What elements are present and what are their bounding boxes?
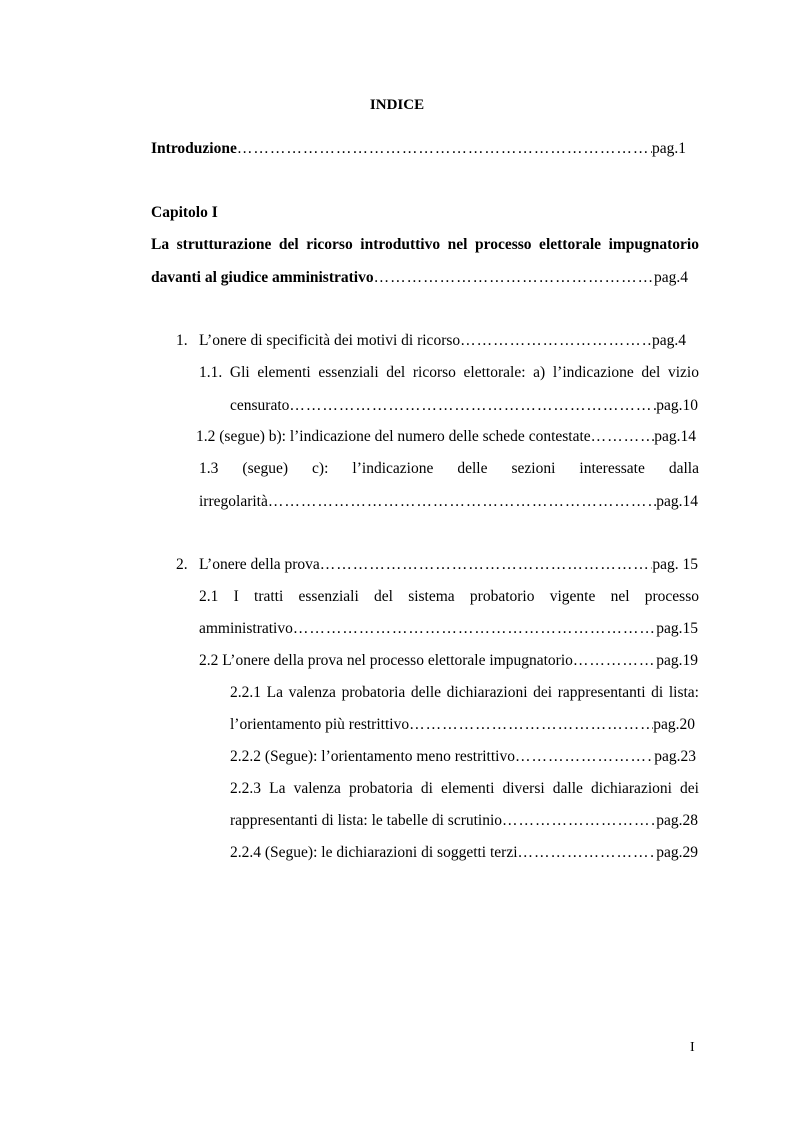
toc-entry-2-2-2[interactable] bbox=[230, 747, 696, 767]
toc-entry-label: 2.2.4 (Segue): le dichiarazioni di soggetti terzi bbox=[230, 844, 518, 861]
toc-entry-2-2-4[interactable] bbox=[230, 843, 698, 863]
toc-page-ref: pag.10 bbox=[656, 397, 698, 414]
section-number: 1. bbox=[176, 332, 188, 349]
toc-entry-2-2-1[interactable] bbox=[230, 715, 695, 735]
dot-leader bbox=[515, 747, 654, 767]
toc-entry-label: 2.2 L’onere della prova nel processo elettorale impugnatorio bbox=[199, 652, 573, 669]
toc-entry-2-1-line1: 2.1 I tratti essenziali del sistema probatorio vigente nel processo bbox=[199, 588, 699, 605]
toc-entry-label: L’onere della prova bbox=[199, 556, 320, 573]
toc-page-ref: pag.20 bbox=[653, 716, 695, 733]
toc-page-ref: pag.29 bbox=[656, 844, 698, 861]
dot-leader bbox=[460, 331, 652, 351]
toc-entry-label: amministrativo bbox=[199, 620, 293, 637]
toc-page-ref: pag.19 bbox=[656, 652, 698, 669]
toc-entry-1-1[interactable] bbox=[230, 396, 698, 416]
toc-entry-2-2-3-line1: 2.2.3 La valenza probatoria di elementi diversi dalle dichiarazioni dei bbox=[230, 780, 699, 797]
toc-page-ref: pag.1 bbox=[651, 140, 686, 157]
toc-page-ref: pag.4 bbox=[651, 332, 686, 349]
toc-entry-section-2[interactable] bbox=[199, 555, 698, 575]
dot-leader bbox=[591, 427, 655, 447]
toc-entry-introduzione[interactable] bbox=[151, 139, 686, 159]
dot-leader bbox=[293, 619, 656, 639]
chapter-label: Capitolo I bbox=[151, 204, 218, 221]
dot-leader bbox=[237, 139, 652, 159]
toc-entry-1-1-line1: 1.1. Gli elementi essenziali del ricorso elettorale: a) l’indicazione del vizio bbox=[199, 364, 699, 381]
toc-page-ref: pag. 15 bbox=[652, 556, 698, 573]
toc-entry-label: rappresentanti di lista: le tabelle di scrutinio bbox=[230, 812, 503, 829]
dot-leader bbox=[409, 715, 653, 735]
dot-leader bbox=[573, 651, 656, 671]
toc-page-ref: pag.14 bbox=[654, 428, 696, 445]
toc-entry-2-2[interactable] bbox=[199, 651, 698, 671]
dot-leader bbox=[320, 555, 653, 575]
dot-leader bbox=[502, 811, 656, 831]
toc-entry-2-2-1-line1: 2.2.1 La valenza probatoria delle dichiarazioni dei rappresentanti di lista: bbox=[230, 684, 699, 701]
section-number: 2. bbox=[176, 556, 188, 573]
toc-entry-1-2[interactable] bbox=[196, 427, 696, 447]
toc-entry-label: irregolarità bbox=[199, 493, 268, 510]
toc-page-ref: pag.28 bbox=[656, 812, 698, 829]
toc-entry-2-2-3[interactable] bbox=[230, 811, 698, 831]
page-number: I bbox=[690, 1040, 695, 1055]
toc-entry-label: 2.2.2 (Segue): l’orientamento meno restrittivo bbox=[230, 748, 515, 765]
toc-entry-1-3-line1: 1.3 (segue) c): l’indicazione delle sezioni interessate dalla bbox=[199, 460, 699, 477]
toc-page-ref: pag.4 bbox=[653, 269, 688, 286]
page-title: INDICE bbox=[369, 97, 425, 113]
toc-entry-label: censurato bbox=[230, 397, 290, 414]
dot-leader bbox=[289, 396, 656, 416]
toc-entry-section-1[interactable] bbox=[199, 331, 686, 351]
toc-entry-chapter1[interactable] bbox=[151, 268, 688, 288]
dot-leader bbox=[374, 268, 654, 288]
toc-page-ref: pag.23 bbox=[654, 748, 696, 765]
dot-leader bbox=[268, 492, 656, 512]
dot-leader bbox=[518, 843, 657, 863]
chapter-title-line1: La strutturazione del ricorso introduttivo nel processo elettorale impugnatorio bbox=[151, 236, 699, 253]
toc-page-ref: pag.14 bbox=[656, 493, 698, 510]
toc-entry-2-1[interactable] bbox=[199, 619, 698, 639]
chapter-title-line2: davanti al giudice amministrativo bbox=[151, 269, 374, 286]
toc-entry-label: l’orientamento più restrittivo bbox=[230, 716, 410, 733]
toc-entry-1-3[interactable] bbox=[199, 492, 698, 512]
toc-page-ref: pag.15 bbox=[656, 620, 698, 637]
toc-entry-label: Introduzione bbox=[151, 140, 237, 157]
toc-entry-label: 1.2 (segue) b): l’indicazione del numero delle schede contestate bbox=[196, 428, 591, 445]
toc-entry-label: L’onere di specificità dei motivi di ricorso bbox=[199, 332, 461, 349]
